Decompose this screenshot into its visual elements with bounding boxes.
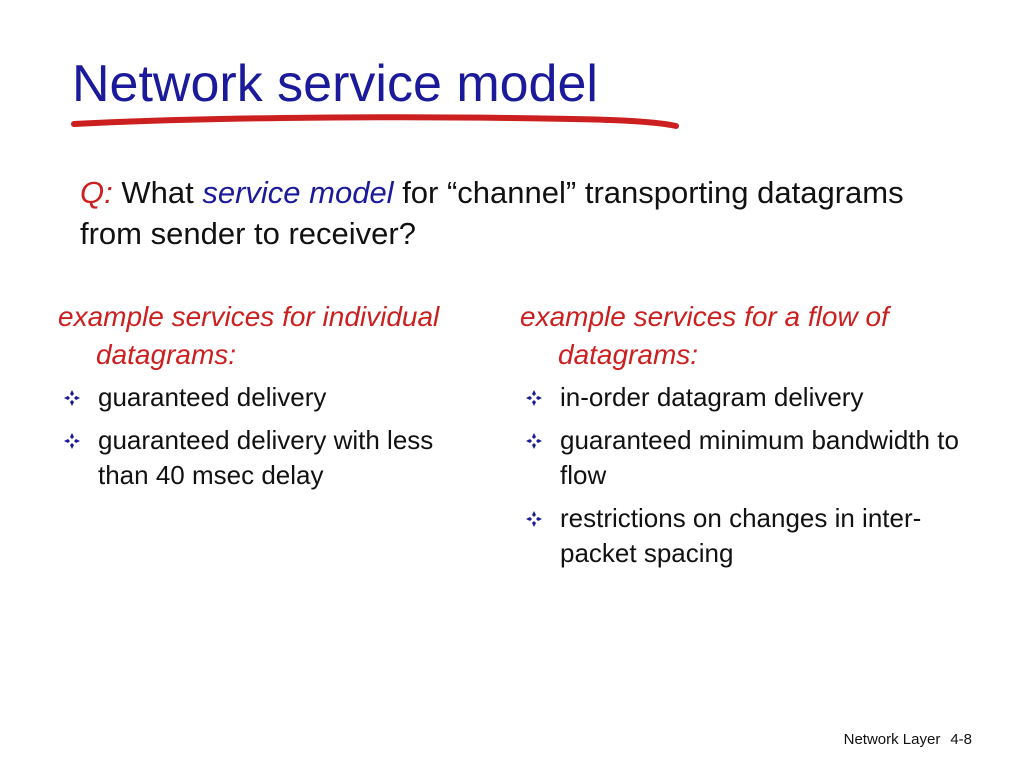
diamond-bullet-icon — [526, 433, 542, 449]
diamond-bullet-icon — [64, 390, 80, 406]
question-text-before: What — [112, 175, 203, 210]
list-item — [58, 380, 458, 415]
slide-footer — [844, 731, 972, 748]
page-number: 4-8 — [950, 731, 972, 748]
question-text-after: for “channel” transporting datagrams from sender to receiver? — [80, 175, 904, 251]
diamond-bullet-icon — [64, 433, 80, 449]
bullet-text: in-order datagram delivery — [560, 382, 864, 412]
question-text — [80, 172, 960, 254]
list-item — [520, 423, 960, 493]
left-bullet-list — [58, 380, 458, 493]
question-label: Q: — [80, 175, 113, 210]
diamond-bullet-icon — [526, 511, 542, 527]
right-column-heading: example services for a flow of datagrams: — [520, 301, 889, 370]
slide-title: Network service model — [72, 55, 598, 113]
left-column — [58, 298, 458, 501]
list-item — [520, 380, 960, 415]
list-item — [520, 501, 960, 571]
list-item — [58, 423, 458, 493]
diamond-bullet-icon — [526, 390, 542, 406]
title-underline — [70, 112, 682, 134]
bullet-text: guaranteed delivery with less than 40 msec delay — [98, 425, 434, 490]
bullet-text: guaranteed minimum bandwidth to flow — [560, 425, 959, 490]
bullet-text: guaranteed delivery — [98, 382, 327, 412]
bullet-text: restrictions on changes in inter-packet spacing — [560, 503, 922, 568]
question-emphasis: service model — [202, 175, 394, 210]
right-bullet-list — [520, 380, 960, 571]
right-column — [520, 298, 960, 579]
footer-section: Network Layer — [843, 731, 941, 748]
left-column-heading: example services for individual datagrams: — [58, 301, 440, 370]
